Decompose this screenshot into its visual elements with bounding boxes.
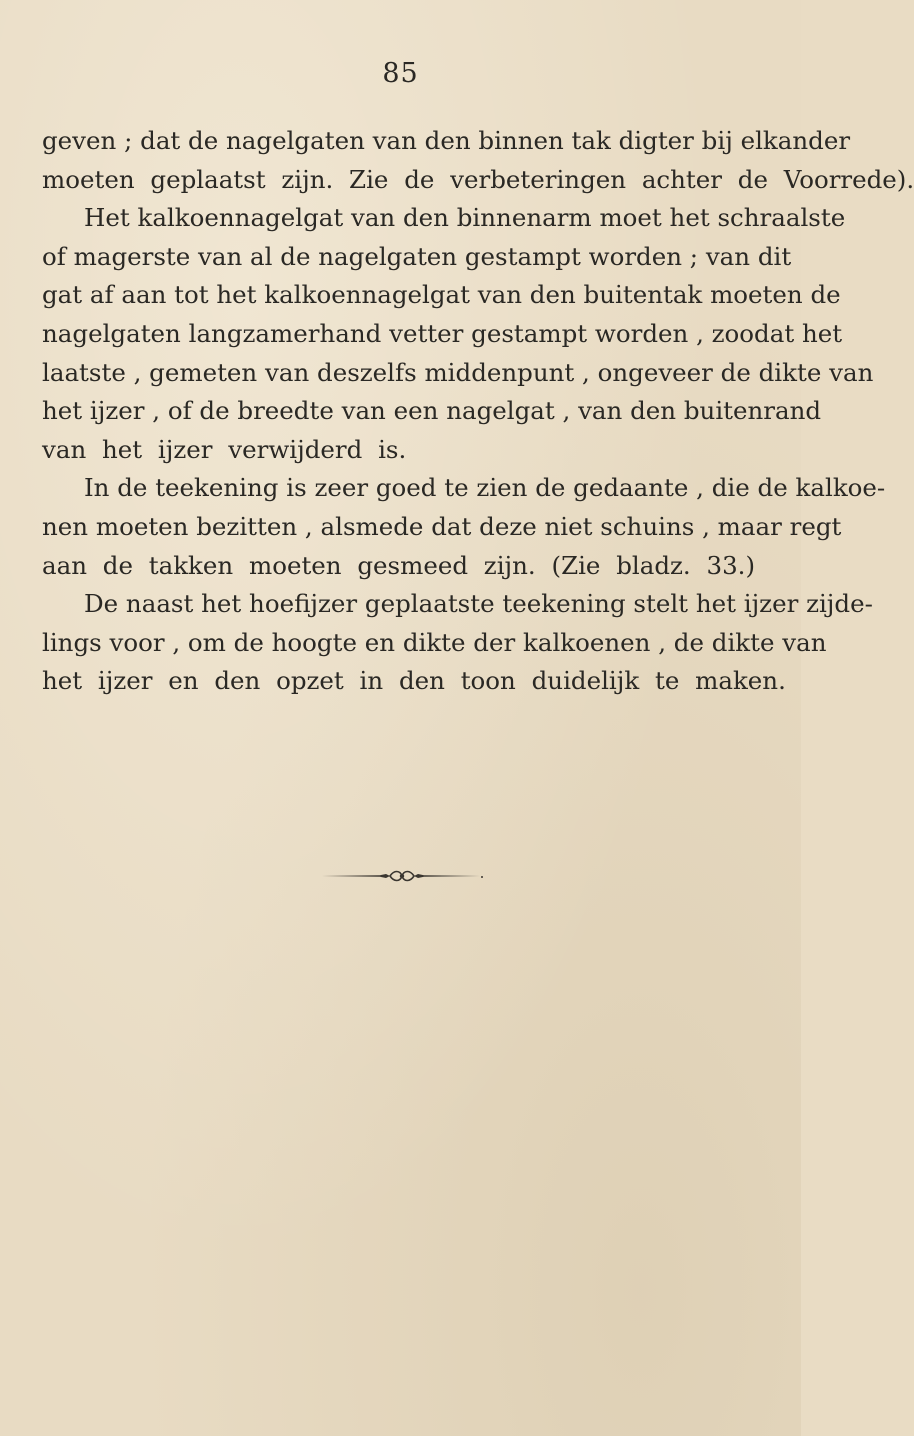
- text-line: laatste , gemeten van deszelfs middenpunt , ongeveer de dikte van: [42, 357, 874, 387]
- text-line: het ijzer en den opzet in den toon duidelijk te maken.: [42, 666, 786, 696]
- text-line: lings voor , om de hoogte en dikte der kalkoenen , de dikte van: [42, 627, 827, 657]
- decorative-rule-icon: [320, 868, 484, 884]
- text-line: Het kalkoennagelgat van den binnenarm moet het schraalste: [84, 203, 846, 233]
- page-number: 85: [382, 58, 419, 89]
- text-line: nagelgaten langzamerhand vetter gestampt worden , zoodat het: [42, 318, 843, 348]
- text-line: het ijzer , of de breedte van een nagelgat , van den buitenrand: [42, 396, 822, 426]
- text-line: gat af aan tot het kalkoennagelgat van den buitentak moeten de: [42, 280, 841, 310]
- text-line: nen moeten bezitten , alsmede dat deze niet schuins , maar regt: [42, 511, 842, 541]
- text-line: of magerste van al de nagelgaten gestampt worden ; van dit: [42, 241, 792, 271]
- text-line: In de teekening is zeer goed te zien de gedaante , die de kalkoe-: [84, 473, 886, 503]
- text-line: moeten geplaatst zijn. Zie de verbeteringen achter de Voorrede).: [42, 164, 914, 194]
- text-line: aan de takken moeten gesmeed zijn. (Zie bladz. 33.): [42, 550, 756, 580]
- text-line: van het ijzer verwijderd is.: [42, 434, 407, 464]
- text-line: geven ; dat de nagelgaten van den binnen tak digter bij elkander: [42, 126, 851, 155]
- text-line: De naast het hoefijzer geplaatste teekening stelt het ijzer zijde-: [84, 589, 873, 619]
- body-text: [42, 122, 914, 701]
